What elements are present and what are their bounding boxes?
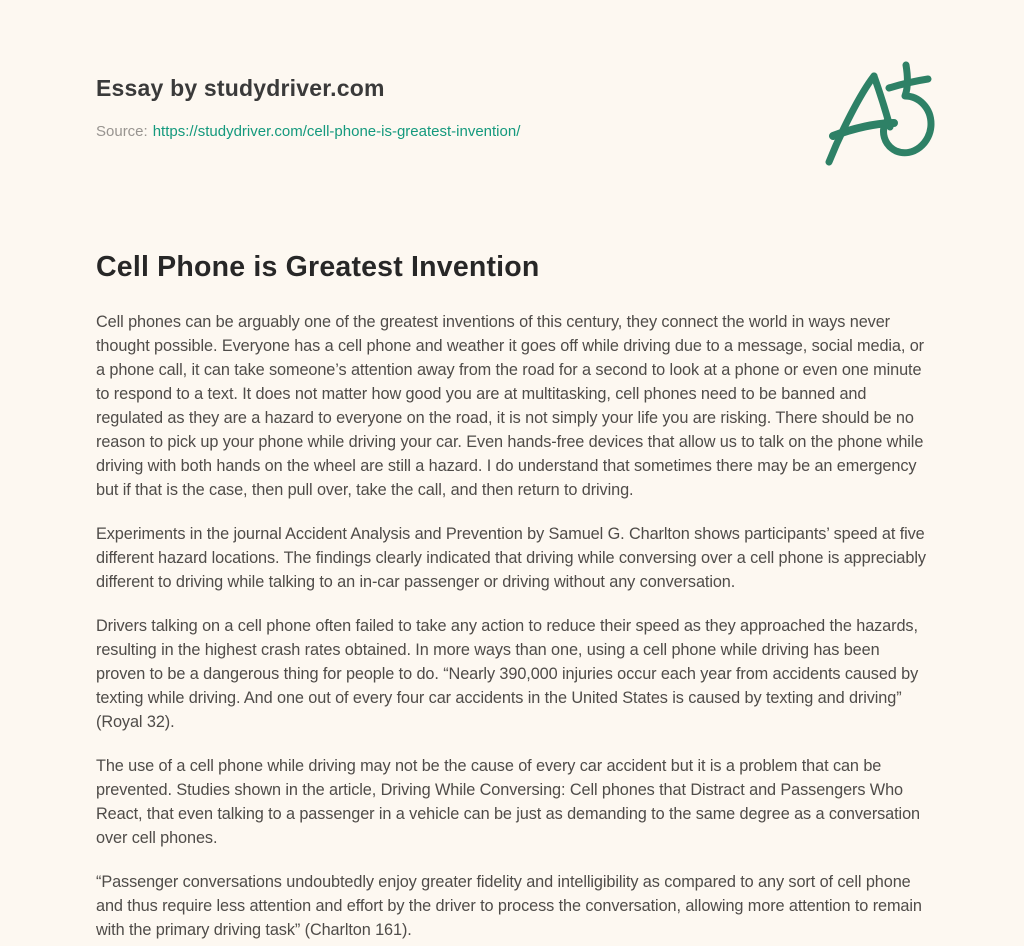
- article-paragraph-4: The use of a cell phone while driving may not be the cause of every car accident but it is a problem that can be prevented. Studies shown in the article, Driving While Conversing: Cell phones that Distract and Passengers Who React, that even talking to a passenger in a vehicle can be just as demanding to the same degree as a conversation over cell phones.: [96, 757, 920, 847]
- logo-a-left-leg: [829, 76, 874, 162]
- article-title: Cell Phone is Greatest Invention: [96, 251, 540, 283]
- a-plus-logo-icon: [810, 50, 960, 170]
- source-line: [96, 123, 932, 140]
- brand-title: Essay by studydriver.com: [96, 75, 385, 101]
- article-paragraph-1: Cell phones can be arguably one of the greatest inventions of this century, they connect the world in ways never thought possible. Everyone has a cell phone and weather it goes off while driving due to a message, social media, or a phone call, it can take someone’s attention away from the road for a second to look at a phone or even one minute to respond to a text. It does not matter how good you are at multitasking, cell phones need to be banned and regulated as they are a hazard to everyone on the road, it is not simply your life you are risking. There should be no reason to pick up your phone while driving your car. Even hands-free devices that allow us to talk on the phone while driving with both hands on the wheel are still a hazard. I do understand that sometimes there may be an emergency but if that is the case, then pull over, take the call, and then return to driving.: [96, 313, 924, 499]
- source-label: Source:: [96, 123, 148, 140]
- article-body: [96, 310, 932, 942]
- article-paragraph-3: Drivers talking on a cell phone often failed to take any action to reduce their speed as they approached the hazards, resulting in the highest crash rates obtained. In more ways than one, using a cell phone while driving has been proven to be a dangerous thing for people to do. “Nearly 390,000 injuries occur each year from accidents caused by texting while driving. And one out of every four car accidents in the United States is caused by texting and driving” (Royal 32).: [96, 617, 919, 731]
- source-link[interactable]: https://studydriver.com/cell-phone-is-greatest-invention/: [152, 123, 521, 140]
- article-paragraph-2: Experiments in the journal Accident Analysis and Prevention by Samuel G. Charlton shows participants’ speed at five different hazard locations. The findings clearly indicated that driving while conversing over a cell phone is appreciably different to driving while talking to an in-car passenger or driving without any conversation.: [96, 525, 926, 591]
- article: [96, 251, 932, 942]
- page-header: [96, 0, 932, 140]
- article-paragraph-5: “Passenger conversations undoubtedly enjoy greater fidelity and intelligibility as compared to any sort of cell phone and thus require less attention and effort by the driver to process the conversation, allowing more attention to remain with the primary driving task” (Charlton 161).: [96, 873, 922, 939]
